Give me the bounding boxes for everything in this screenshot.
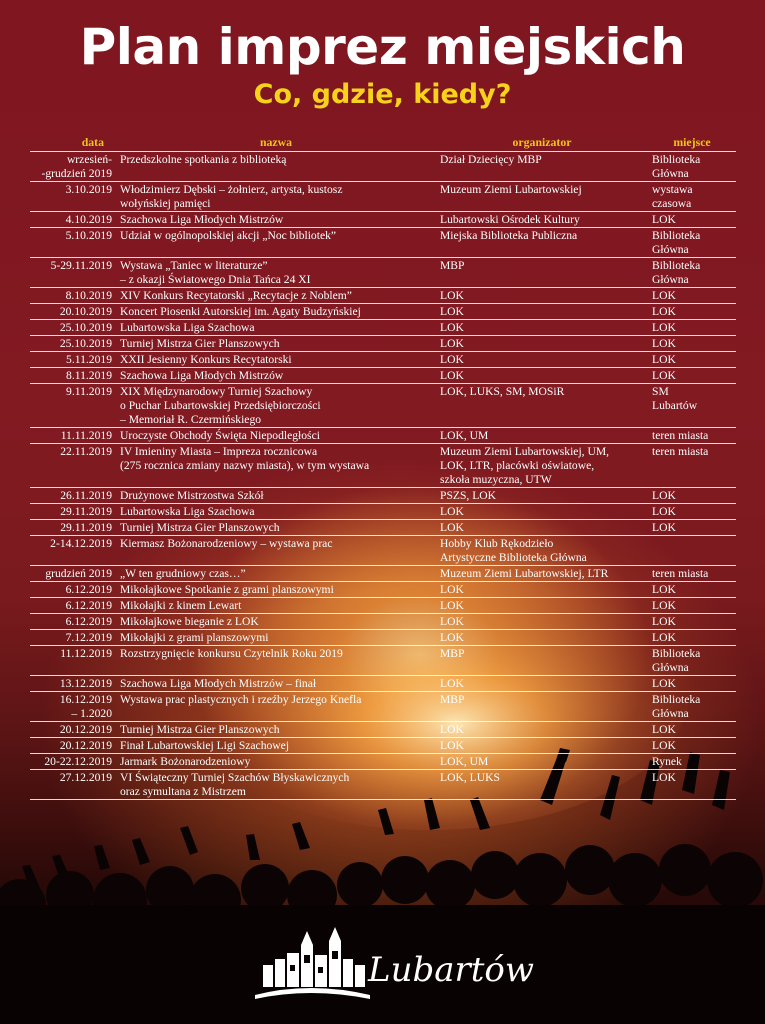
page-subtitle: Co, gdzie, kiedy? bbox=[253, 79, 512, 110]
event-place: teren miasta bbox=[648, 444, 736, 488]
event-place: LOK bbox=[648, 504, 736, 520]
table-row bbox=[30, 212, 736, 228]
event-place: LOK bbox=[648, 212, 736, 228]
event-place bbox=[648, 536, 736, 566]
event-date: 3.10.2019 bbox=[30, 182, 116, 212]
event-organizer: MBP bbox=[436, 692, 648, 722]
event-organizer: LOK bbox=[436, 336, 648, 352]
event-organizer: LOK bbox=[436, 582, 648, 598]
table-row bbox=[30, 304, 736, 320]
event-date: 29.11.2019 bbox=[30, 504, 116, 520]
event-place: LOK bbox=[648, 352, 736, 368]
table-row bbox=[30, 738, 736, 754]
event-name: Uroczyste Obchody Święta Niepodległości bbox=[116, 428, 436, 444]
event-date: 22.11.2019 bbox=[30, 444, 116, 488]
event-place: teren miasta bbox=[648, 428, 736, 444]
event-place: LOK bbox=[648, 336, 736, 352]
column-header-organizer: organizator bbox=[436, 134, 648, 152]
table-row bbox=[30, 368, 736, 384]
column-header-name: nazwa bbox=[116, 134, 436, 152]
event-organizer: PSZS, LOK bbox=[436, 488, 648, 504]
event-name: Jarmark Bożonarodzeniowy bbox=[116, 754, 436, 770]
event-organizer: LOK bbox=[436, 368, 648, 384]
event-organizer: LOK, LUKS bbox=[436, 770, 648, 800]
table-row bbox=[30, 770, 736, 800]
event-organizer: Dział Dziecięcy MBP bbox=[436, 152, 648, 182]
table-row bbox=[30, 444, 736, 488]
event-organizer: LOK bbox=[436, 738, 648, 754]
event-name: Drużynowe Mistrzostwa Szkół bbox=[116, 488, 436, 504]
event-place: Biblioteka Główna bbox=[648, 152, 736, 182]
event-place: LOK bbox=[648, 368, 736, 384]
event-place: teren miasta bbox=[648, 566, 736, 582]
event-place: LOK bbox=[648, 614, 736, 630]
event-date: 8.10.2019 bbox=[30, 288, 116, 304]
event-name: IV Imieniny Miasta – Impreza rocznicowa (275 rocznica zmiany nazwy miasta), w tym wystawa bbox=[116, 444, 436, 488]
event-date: 8.11.2019 bbox=[30, 368, 116, 384]
event-place: Biblioteka Główna bbox=[648, 692, 736, 722]
event-place: LOK bbox=[648, 304, 736, 320]
event-date: 27.12.2019 bbox=[30, 770, 116, 800]
table-row bbox=[30, 630, 736, 646]
event-date: 20-22.12.2019 bbox=[30, 754, 116, 770]
event-place: wystawa czasowa bbox=[648, 182, 736, 212]
event-date: 20.10.2019 bbox=[30, 304, 116, 320]
event-organizer: LOK bbox=[436, 304, 648, 320]
event-date: 5-29.11.2019 bbox=[30, 258, 116, 288]
event-name: Mikołajki z grami planszowymi bbox=[116, 630, 436, 646]
lubartow-logo-text: Lubartów bbox=[368, 950, 534, 990]
table-row bbox=[30, 336, 736, 352]
page-title: Plan imprez miejskich bbox=[79, 18, 686, 76]
event-name: Finał Lubartowskiej Ligi Szachowej bbox=[116, 738, 436, 754]
event-organizer: LOK bbox=[436, 614, 648, 630]
event-date: 9.11.2019 bbox=[30, 384, 116, 428]
event-name: Kiermasz Bożonarodzeniowy – wystawa prac bbox=[116, 536, 436, 566]
event-organizer: LOK bbox=[436, 504, 648, 520]
event-place: Biblioteka Główna bbox=[648, 228, 736, 258]
event-date: 6.12.2019 bbox=[30, 614, 116, 630]
table-row bbox=[30, 692, 736, 722]
event-organizer: LOK, UM bbox=[436, 428, 648, 444]
table-row bbox=[30, 646, 736, 676]
event-organizer: Hobby Klub Rękodzieło Artystyczne Biblioteka Główna bbox=[436, 536, 648, 566]
event-organizer: LOK bbox=[436, 722, 648, 738]
event-name: Mikołajkowe Spotkanie z grami planszowymi bbox=[116, 582, 436, 598]
table-row bbox=[30, 614, 736, 630]
event-date: 2-14.12.2019 bbox=[30, 536, 116, 566]
event-name: Szachowa Liga Młodych Mistrzów bbox=[116, 368, 436, 384]
table-row bbox=[30, 598, 736, 614]
event-date: 6.12.2019 bbox=[30, 582, 116, 598]
event-organizer: LOK, UM bbox=[436, 754, 648, 770]
event-place: Rynek bbox=[648, 754, 736, 770]
event-organizer: LOK, LUKS, SM, MOSiR bbox=[436, 384, 648, 428]
event-name: Turniej Mistrza Gier Planszowych bbox=[116, 722, 436, 738]
event-organizer: MBP bbox=[436, 258, 648, 288]
table-row bbox=[30, 676, 736, 692]
event-organizer: LOK bbox=[436, 320, 648, 336]
event-name: Szachowa Liga Młodych Mistrzów – finał bbox=[116, 676, 436, 692]
event-date: 20.12.2019 bbox=[30, 738, 116, 754]
event-date: 5.11.2019 bbox=[30, 352, 116, 368]
event-name: Turniej Mistrza Gier Planszowych bbox=[116, 520, 436, 536]
event-date: grudzień 2019 bbox=[30, 566, 116, 582]
event-name: Lubartowska Liga Szachowa bbox=[116, 504, 436, 520]
event-place: LOK bbox=[648, 722, 736, 738]
event-date: 6.12.2019 bbox=[30, 598, 116, 614]
event-place: LOK bbox=[648, 582, 736, 598]
event-organizer: LOK bbox=[436, 352, 648, 368]
event-name: Koncert Piosenki Autorskiej im. Agaty Budzyńskiej bbox=[116, 304, 436, 320]
table-row bbox=[30, 182, 736, 212]
table-row bbox=[30, 428, 736, 444]
event-date: 29.11.2019 bbox=[30, 520, 116, 536]
table-row bbox=[30, 722, 736, 738]
event-date: wrzesień- -grudzień 2019 bbox=[30, 152, 116, 182]
event-place: Biblioteka Główna bbox=[648, 646, 736, 676]
event-place: LOK bbox=[648, 770, 736, 800]
table-row bbox=[30, 566, 736, 582]
column-header-date: data bbox=[30, 134, 116, 152]
table-row bbox=[30, 352, 736, 368]
table-header-row bbox=[30, 134, 736, 152]
event-place: LOK bbox=[648, 676, 736, 692]
event-date: 5.10.2019 bbox=[30, 228, 116, 258]
table-row bbox=[30, 520, 736, 536]
event-place: LOK bbox=[648, 488, 736, 504]
event-name: Przedszkolne spotkania z biblioteką bbox=[116, 152, 436, 182]
table-row bbox=[30, 152, 736, 182]
table-row bbox=[30, 504, 736, 520]
event-date: 13.12.2019 bbox=[30, 676, 116, 692]
event-place: LOK bbox=[648, 288, 736, 304]
event-date: 11.12.2019 bbox=[30, 646, 116, 676]
event-place: SM Lubartów bbox=[648, 384, 736, 428]
table-row bbox=[30, 384, 736, 428]
event-organizer: MBP bbox=[436, 646, 648, 676]
event-organizer: LOK bbox=[436, 630, 648, 646]
event-organizer: LOK bbox=[436, 520, 648, 536]
event-date: 25.10.2019 bbox=[30, 336, 116, 352]
table-row bbox=[30, 320, 736, 336]
event-name: XIV Konkurs Recytatorski „Recytacje z Noblem” bbox=[116, 288, 436, 304]
event-organizer: Miejska Biblioteka Publiczna bbox=[436, 228, 648, 258]
event-date: 25.10.2019 bbox=[30, 320, 116, 336]
event-organizer: Muzeum Ziemi Lubartowskiej, LTR bbox=[436, 566, 648, 582]
event-organizer: Muzeum Ziemi Lubartowskiej bbox=[436, 182, 648, 212]
events-table bbox=[30, 134, 736, 800]
event-place: LOK bbox=[648, 520, 736, 536]
event-date: 20.12.2019 bbox=[30, 722, 116, 738]
event-name: Mikołajkowe bieganie z LOK bbox=[116, 614, 436, 630]
column-header-place: miejsce bbox=[648, 134, 736, 152]
event-organizer: Muzeum Ziemi Lubartowskiej, UM, LOK, LTR, placówki oświatowe, szkoła muzyczna, UTW bbox=[436, 444, 648, 488]
event-organizer: LOK bbox=[436, 288, 648, 304]
table-row bbox=[30, 258, 736, 288]
event-date: 26.11.2019 bbox=[30, 488, 116, 504]
event-place: LOK bbox=[648, 630, 736, 646]
event-name: Rozstrzygnięcie konkursu Czytelnik Roku 2019 bbox=[116, 646, 436, 676]
event-name: Wystawa prac plastycznych i rzeźby Jerzego Knefla bbox=[116, 692, 436, 722]
event-name: Wystawa „Taniec w literaturze” – z okazji Światowego Dnia Tańca 24 XI bbox=[116, 258, 436, 288]
table-row bbox=[30, 488, 736, 504]
event-date: 16.12.2019 – 1.2020 bbox=[30, 692, 116, 722]
event-name: Turniej Mistrza Gier Planszowych bbox=[116, 336, 436, 352]
event-name: Mikołajki z kinem Lewart bbox=[116, 598, 436, 614]
table-row bbox=[30, 754, 736, 770]
event-name: VI Świąteczny Turniej Szachów Błyskawicznych oraz symultana z Mistrzem bbox=[116, 770, 436, 800]
event-place: LOK bbox=[648, 598, 736, 614]
event-name: Włodzimierz Dębski – żołnierz, artysta, kustosz wołyńskiej pamięci bbox=[116, 182, 436, 212]
event-place: Biblioteka Główna bbox=[648, 258, 736, 288]
event-place: LOK bbox=[648, 738, 736, 754]
event-name: Szachowa Liga Młodych Mistrzów bbox=[116, 212, 436, 228]
table-row bbox=[30, 288, 736, 304]
event-organizer: LOK bbox=[436, 676, 648, 692]
event-name: XIX Międzynarodowy Turniej Szachowy o Puchar Lubartowskiej Przedsiębiorczości – Memoriał R. Czermińskiego bbox=[116, 384, 436, 428]
event-name: „W ten grudniowy czas…” bbox=[116, 566, 436, 582]
event-organizer: Lubartowski Ośrodek Kultury bbox=[436, 212, 648, 228]
table-row bbox=[30, 536, 736, 566]
event-organizer: LOK bbox=[436, 598, 648, 614]
event-date: 7.12.2019 bbox=[30, 630, 116, 646]
table-row bbox=[30, 228, 736, 258]
event-place: LOK bbox=[648, 320, 736, 336]
events-table-body bbox=[30, 152, 736, 800]
event-name: Udział w ogólnopolskiej akcji „Noc bibliotek” bbox=[116, 228, 436, 258]
table-row bbox=[30, 582, 736, 598]
event-name: XXII Jesienny Konkurs Recytatorski bbox=[116, 352, 436, 368]
event-name: Lubartowska Liga Szachowa bbox=[116, 320, 436, 336]
event-date: 4.10.2019 bbox=[30, 212, 116, 228]
event-date: 11.11.2019 bbox=[30, 428, 116, 444]
